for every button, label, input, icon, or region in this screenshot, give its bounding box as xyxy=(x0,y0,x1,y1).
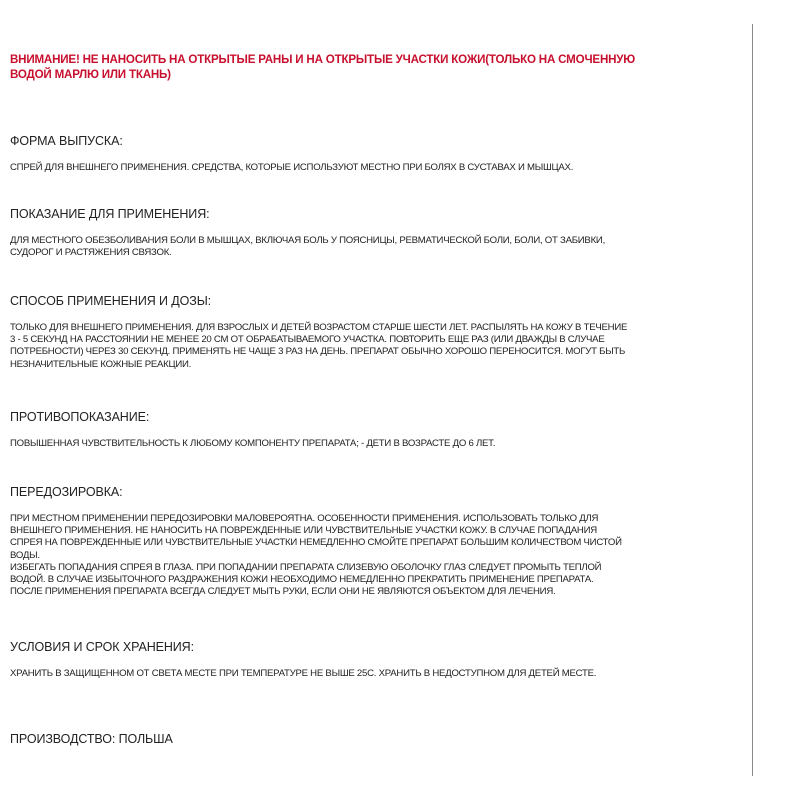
section-body: ХРАНИТЬ В ЗАЩИЩЕННОМ ОТ СВЕТА МЕСТЕ ПРИ ТЕМПЕРАТУРЕ НЕ ВЫШЕ 25С. ХРАНИТЬ В НЕДОСТУПНОМ ДЛЯ ДЕТЕЙ МЕСТЕ. xyxy=(10,668,597,679)
section-contraindications xyxy=(10,410,738,450)
section-heading: ПРОТИВОПОКАЗАНИЕ: xyxy=(10,410,150,424)
section-heading: УСЛОВИЯ И СРОК ХРАНЕНИЯ: xyxy=(10,640,194,654)
section-overdose xyxy=(10,485,738,598)
section-heading: ПРОИЗВОДСТВО: ПОЛЬША xyxy=(10,732,173,746)
section-storage xyxy=(10,640,738,680)
warning-notice: ВНИМАНИЕ! НЕ НАНОСИТЬ НА ОТКРЫТЫЕ РАНЫ И НА ОТКРЫТЫЕ УЧАСТКИ КОЖИ(ТОЛЬКО НА СМОЧЕННУЮ ВОДОЙ МАРЛЮ ИЛИ ТКАНЬ) xyxy=(10,53,636,81)
section-body: ТОЛЬКО ДЛЯ ВНЕШНЕГО ПРИМЕНЕНИЯ. ДЛЯ ВЗРОСЛЫХ И ДЕТЕЙ ВОЗРАСТОМ СТАРШЕ ШЕСТИ ЛЕТ. РАСПЫЛЯТЬ НА КОЖУ В ТЕЧЕНИЕ 3 - 5 СЕКУНД НА РАССТОЯНИИ НЕ МЕНЕЕ 20 СМ ОТ ОБРАБАТЫВАЕМОГО УЧАСТКА. ПОВТОРИТЬ ЕЩЕ РАЗ (ИЛИ ДВАЖДЫ В СЛУЧАЕ ПОТРЕБНОСТИ) ЧЕРЕЗ 30 СЕКУНД. ПРИМЕНЯТЬ НЕ ЧАЩЕ 3 РАЗ НА ДЕНЬ. ПРЕПАРАТ ОБЫЧНО ХОРОШО ПЕРЕНОСИТСЯ. МОГУТ БЫТЬ НЕЗНАЧИТЕЛЬНЫЕ КОЖНЫЕ РЕАКЦИИ. xyxy=(10,322,628,370)
section-body: ПОВЫШЕННАЯ ЧУВСТВИТЕЛЬНОСТЬ К ЛЮБОМУ КОМПОНЕНТУ ПРЕПАРАТА; - ДЕТИ В ВОЗРАСТЕ ДО 6 ЛЕТ. xyxy=(10,438,496,449)
section-release-form xyxy=(10,134,738,174)
section-heading: СПОСОБ ПРИМЕНЕНИЯ И ДОЗЫ: xyxy=(10,294,212,308)
section-heading: ПЕРЕДОЗИРОВКА: xyxy=(10,485,123,499)
section-body: ПРИ МЕСТНОМ ПРИМЕНЕНИИ ПЕРЕДОЗИРОВКИ МАЛОВЕРОЯТНА. ОСОБЕННОСТИ ПРИМЕНЕНИЯ. ИСПОЛЬЗОВАТЬ ТОЛЬКО ДЛЯ ВНЕШНЕГО ПРИМЕНЕНИЯ. НЕ НАНОСИТЬ НА ПОВРЕЖДЕННЫЕ ИЛИ ЧУВСТВИТЕЛЬНЫЕ УЧАСТКИ КОЖУ. В СЛУЧАЕ ПОПАДАНИЯ СПРЕЯ НА ПОВРЕЖДЕННЫЕ ИЛИ ЧУВСТВИТЕЛЬНЫЕ УЧАСТКИ НЕМЕДЛЕННО СМОЙТЕ ПРЕПАРАТ БОЛЬШИМ КОЛИЧЕСТВОМ ЧИСТОЙ ВОДЫ. ИЗБЕГАТЬ ПОПАДАНИЯ СПРЕЯ В ГЛАЗА. ПРИ ПОПАДАНИИ ПРЕПАРАТА СЛИЗЕВУЮ ОБОЛОЧКУ ГЛАЗ СЛЕДУЕТ ПРОМЫТЬ ТЕПЛОЙ ВОДОЙ. В СЛУЧАЕ ИЗБЫТОЧНОГО РАЗДРАЖЕНИЯ КОЖИ НЕОБХОДИМО НЕМЕДЛЕННО ПРЕКРАТИТЬ ПРИМЕНЕНИЕ ПРЕПАРАТА. ПОСЛЕ ПРИМЕНЕНИЯ ПРЕПАРАТА ВСЕГДА СЛЕДУЕТ МЫТЬ РУКИ, ЕСЛИ ОНИ НЕ ЯВЛЯЮТСЯ ОБЪЕКТОМ ДЛЯ ЛЕЧЕНИЯ. xyxy=(10,513,622,598)
section-indications xyxy=(10,207,738,259)
vertical-divider xyxy=(752,24,753,776)
section-body: ДЛЯ МЕСТНОГО ОБЕЗБОЛИВАНИЯ БОЛИ В МЫШЦАХ, ВКЛЮЧАЯ БОЛЬ У ПОЯСНИЦЫ, РЕВМАТИЧЕСКОЙ БОЛИ, БОЛИ, ОТ ЗАБИВКИ, СУДОРОГ И РАСТЯЖЕНИЯ СВЯЗОК. xyxy=(10,235,605,259)
section-dosage xyxy=(10,294,738,371)
section-heading: ПОКАЗАНИЕ ДЛЯ ПРИМЕНЕНИЯ: xyxy=(10,207,210,221)
section-body: СПРЕЙ ДЛЯ ВНЕШНЕГО ПРИМЕНЕНИЯ. СРЕДСТВА, КОТОРЫЕ ИСПОЛЬЗУЮТ МЕСТНО ПРИ БОЛЯХ В СУСТАВАХ И МЫШЦАХ. xyxy=(10,162,574,173)
section-heading: ФОРМА ВЫПУСКА: xyxy=(10,134,123,148)
section-manufacturer xyxy=(10,732,738,747)
